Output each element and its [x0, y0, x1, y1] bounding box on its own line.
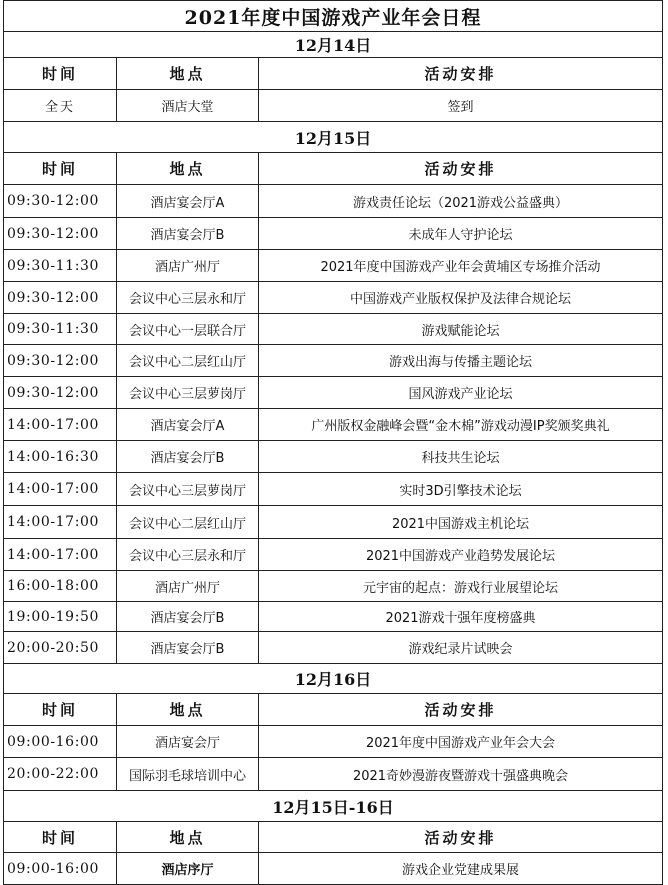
event-time: 09:00-16:00	[4, 726, 117, 757]
event-time: 09:30-12:00	[4, 185, 117, 217]
event-place: 会议中心二层红山厅	[117, 345, 259, 376]
event-time: 16:00-18:00	[4, 571, 117, 601]
day-date-3: 12月16日	[3, 664, 663, 694]
table-row	[3, 506, 663, 539]
table-row	[3, 441, 663, 473]
event-place: 酒店宴会厅B	[117, 602, 259, 631]
event-activity: 游戏责任论坛（2021游戏公益盛典）	[352, 195, 569, 211]
table-header-row	[3, 153, 663, 185]
event-place: 酒店宴会厅A	[117, 185, 259, 217]
event-activity: 游戏出海与传播主题论坛	[388, 355, 532, 370]
table-row	[3, 473, 663, 506]
event-activity: 游戏纪录片试映会	[408, 642, 513, 657]
table-header-row	[3, 822, 663, 853]
event-time: 09:30-12:00	[4, 218, 117, 249]
day-date-1: 12月14日	[3, 32, 663, 58]
event-time: 09:30-12:00	[4, 345, 117, 376]
event-activity: 2021中国游戏主机论坛	[391, 516, 530, 532]
event-activity: 中国游戏产业版权保护及法律合规论坛	[349, 292, 571, 307]
table-row	[3, 602, 663, 632]
table-row	[3, 218, 663, 250]
event-activity: 国风游戏产业论坛	[408, 387, 513, 402]
event-place: 酒店宴会厅	[117, 726, 259, 757]
event-place: 酒店宴会厅B	[117, 441, 259, 472]
table-row	[3, 539, 663, 571]
event-time: 09:30-12:00	[4, 377, 117, 408]
event-activity: 2021奇妙漫游夜暨游戏十强盛典晚会	[352, 768, 569, 784]
table-row	[3, 282, 663, 314]
event-activity: 2021中国游戏产业趋势发展论坛	[365, 549, 556, 564]
day-date-4: 12月15日-16日	[3, 791, 663, 822]
day-date-2: 12月15日	[3, 122, 663, 153]
event-activity: 未成年人守护论坛	[408, 228, 513, 243]
event-place: 会议中心三层永和厅	[117, 539, 259, 570]
header-place: 地点	[117, 822, 259, 852]
event-activity: 广州版权金融峰会暨“金木棉”游戏动漫IP奖颁奖典礼	[311, 419, 610, 434]
header-place: 地点	[117, 58, 259, 89]
event-place: 国际羽毛球培训中心	[117, 758, 259, 790]
event-activity: 游戏企业党建成果展	[401, 863, 519, 878]
event-time: 14:00-17:00	[4, 473, 117, 505]
table-row	[3, 853, 663, 885]
event-time: 14:00-17:00	[4, 539, 117, 570]
event-time: 14:00-17:00	[4, 506, 117, 538]
header-time: 时间	[4, 58, 117, 89]
event-activity: 元宇宙的起点：游戏行业展望论坛	[362, 580, 558, 596]
event-place: 会议中心一层联合厅	[117, 314, 259, 344]
event-time: 全天	[4, 90, 117, 121]
event-time: 09:30-11:30	[4, 250, 117, 281]
header-place: 地点	[117, 694, 259, 725]
event-place: 酒店序厅	[117, 853, 259, 884]
table-row	[3, 632, 663, 664]
event-time: 09:30-12:00	[4, 282, 117, 313]
event-place: 会议中心三层萝岗厅	[117, 377, 259, 408]
event-place: 酒店宴会厅B	[117, 632, 259, 663]
header-activity: 活动安排	[424, 160, 497, 178]
event-time: 09:30-11:30	[4, 314, 117, 344]
event-place: 会议中心二层红山厅	[117, 506, 259, 538]
table-row	[3, 345, 663, 377]
event-place: 酒店大堂	[117, 90, 259, 121]
header-activity: 活动安排	[424, 701, 497, 719]
table-row	[3, 726, 663, 758]
event-time: 20:00-22:00	[4, 758, 117, 790]
header-activity: 活动安排	[424, 65, 497, 83]
header-activity: 活动安排	[424, 828, 497, 847]
event-activity: 实时3D引擎技术论坛	[399, 483, 522, 499]
table-header-row	[3, 694, 663, 726]
event-place: 酒店广州厅	[117, 250, 259, 281]
event-time: 14:00-17:00	[4, 409, 117, 440]
event-activity: 2021年度中国游戏产业年会黄埔区专场推介活动	[320, 260, 601, 275]
header-time: 时间	[4, 694, 117, 725]
header-time: 时间	[4, 822, 117, 852]
event-activity: 游戏赋能论坛	[421, 323, 500, 339]
page-title: 2021年度中国游戏产业年会日程	[3, 0, 663, 32]
event-activity: 2021游戏十强年度榜盛典	[385, 611, 536, 626]
table-row	[3, 90, 663, 122]
table-row	[3, 314, 663, 345]
event-activity: 2021年度中国游戏产业年会大会	[365, 736, 556, 751]
table-row	[3, 250, 663, 282]
event-time: 09:00-16:00	[4, 853, 117, 884]
table-row	[3, 571, 663, 602]
table-row	[3, 409, 663, 441]
table-row	[3, 185, 663, 218]
schedule-table	[3, 0, 663, 876]
header-time: 时间	[4, 153, 117, 184]
table-row	[3, 377, 663, 409]
event-time: 19:00-19:50	[4, 602, 117, 631]
event-place: 会议中心三层萝岗厅	[117, 473, 259, 505]
event-time: 20:00-20:50	[4, 632, 117, 663]
table-row	[3, 758, 663, 791]
event-activity: 签到	[447, 100, 474, 115]
event-time: 14:00-16:30	[4, 441, 117, 472]
header-place: 地点	[117, 153, 259, 184]
event-place: 酒店宴会厅B	[117, 218, 259, 249]
event-place: 酒店宴会厅A	[117, 409, 259, 440]
event-place: 会议中心三层永和厅	[117, 282, 259, 313]
event-place: 酒店广州厅	[117, 571, 259, 601]
event-activity: 科技共生论坛	[421, 451, 500, 466]
table-header-row	[3, 58, 663, 90]
